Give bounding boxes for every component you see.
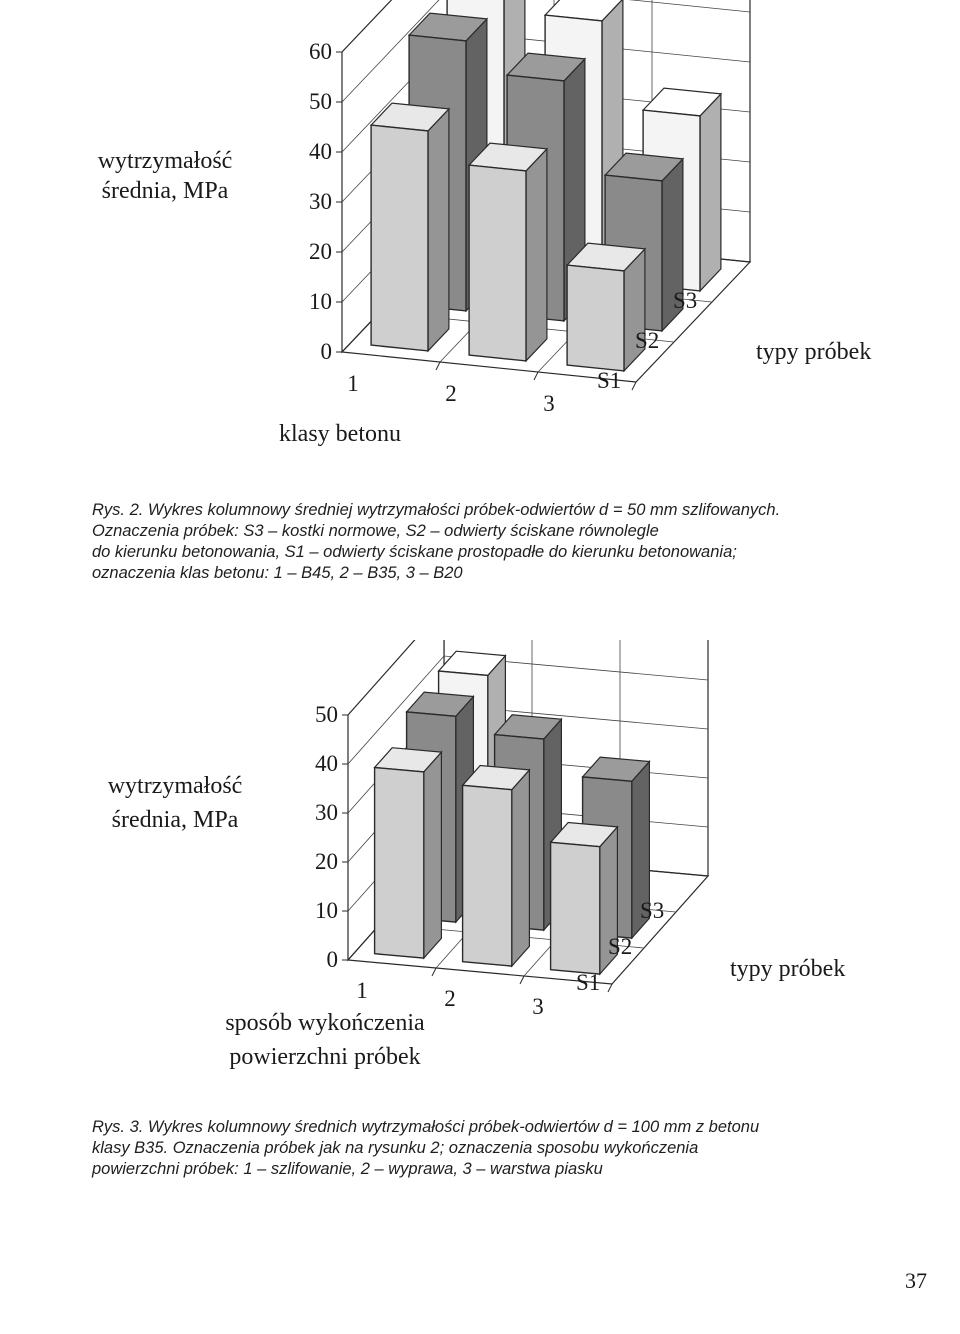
bar-S1-cat-1 bbox=[371, 103, 449, 351]
bar-front-face bbox=[463, 785, 512, 966]
depth-tick-label: S1 bbox=[597, 368, 622, 393]
y-tick-label: 50 bbox=[315, 702, 338, 727]
x-tick-mark bbox=[520, 976, 524, 984]
y-tick-label: 10 bbox=[309, 289, 332, 314]
caption-rys-2-line-2: Oznaczenia próbek: S3 – kostki normowe, S2 – odwierty ściskane równolegle bbox=[92, 522, 659, 540]
y-axis-title: wytrzymałość bbox=[97, 148, 233, 174]
caption-rys-2-line-3: do kierunku betonowania, S1 – odwierty ściskane prostopadłe do kierunku betonowania; bbox=[92, 543, 737, 561]
x-tick-label: 1 bbox=[347, 371, 359, 396]
y-axis-title: średnia, MPa bbox=[111, 807, 239, 833]
y-tick-label: 30 bbox=[309, 189, 332, 214]
plot-area bbox=[309, 0, 750, 416]
depth-tick-label: S2 bbox=[608, 934, 633, 959]
caption-rys-3 bbox=[92, 1117, 892, 1180]
caption-rys-3-line-2: klasy B35. Oznaczenia próbek jak na rysunku 2; oznaczenia sposobu wykończenia bbox=[92, 1139, 699, 1157]
x-tick-mark bbox=[436, 362, 440, 370]
bar-front-face bbox=[469, 165, 526, 361]
caption-rys-3-line-1: Rys. 3. Wykres kolumnowy średnich wytrzymałości próbek-odwiertów d = 100 mm z betonu bbox=[92, 1118, 760, 1136]
x-tick-mark bbox=[632, 382, 636, 390]
bar-side-face bbox=[512, 770, 530, 966]
bar-side-face bbox=[428, 109, 449, 351]
caption-rys-2-line-4: oznaczenia klas betonu: 1 – B45, 2 – B35, 3 – B20 bbox=[92, 564, 463, 582]
x-axis-title: sposób wykończenia bbox=[225, 1010, 425, 1036]
y-tick-label: 40 bbox=[315, 751, 338, 776]
x-tick-mark bbox=[608, 984, 612, 992]
x-tick-label: 3 bbox=[543, 391, 555, 416]
x-tick-label: 2 bbox=[445, 381, 457, 406]
y-tick-label: 30 bbox=[315, 800, 338, 825]
y-tick-label: 0 bbox=[320, 339, 332, 364]
bar-front-face bbox=[371, 125, 428, 351]
bar-front-face bbox=[375, 768, 424, 959]
bar-S1-cat-2 bbox=[469, 143, 547, 361]
chart-rys-2-svg bbox=[0, 0, 960, 470]
y-tick-label: 60 bbox=[309, 39, 332, 64]
y-tick-label: 0 bbox=[326, 947, 338, 972]
y-tick-label: 20 bbox=[309, 239, 332, 264]
bar-front-face bbox=[567, 265, 624, 371]
depth-axis-title: typy próbek bbox=[756, 339, 872, 365]
chart-rys-3-svg bbox=[0, 640, 960, 1090]
chart-rys-2 bbox=[0, 0, 960, 470]
y-axis-title: średnia, MPa bbox=[101, 178, 229, 204]
caption-rys-3-line-3: powierzchni próbek: 1 – szlifowanie, 2 – wyprawa, 3 – warstwa piasku bbox=[92, 1160, 603, 1178]
y-tick-label: 50 bbox=[309, 89, 332, 114]
depth-tick-label: S2 bbox=[635, 328, 660, 353]
bar-side-face bbox=[700, 94, 721, 291]
caption-rys-2-line-1: Rys. 2. Wykres kolumnowy średniej wytrzymałości próbek-odwiertów d = 50 mm szlifowanych. bbox=[92, 501, 781, 519]
depth-tick-label: S1 bbox=[576, 970, 601, 995]
bar-front-face bbox=[551, 842, 600, 974]
x-tick-mark bbox=[534, 372, 538, 380]
plot-area bbox=[315, 640, 708, 1019]
depth-tick-label: S3 bbox=[673, 288, 698, 313]
depth-axis-title: typy próbek bbox=[730, 956, 846, 982]
y-tick-label: 40 bbox=[309, 139, 332, 164]
bar-side-face bbox=[526, 149, 547, 361]
y-axis-title: wytrzymałość bbox=[107, 773, 243, 799]
chart-rys-3 bbox=[0, 640, 960, 1090]
bar-S1-cat-3 bbox=[567, 243, 645, 371]
bar-S1-cat-2 bbox=[463, 766, 530, 967]
y-tick-label: 20 bbox=[315, 849, 338, 874]
x-tick-label: 3 bbox=[532, 994, 544, 1019]
caption-rys-2 bbox=[92, 500, 892, 584]
x-tick-mark bbox=[432, 968, 436, 976]
x-tick-label: 2 bbox=[444, 986, 456, 1011]
bar-side-face bbox=[424, 752, 442, 958]
page-number: 37 bbox=[905, 1268, 927, 1293]
x-tick-label: 1 bbox=[356, 978, 368, 1003]
x-axis-title: powierzchni próbek bbox=[229, 1044, 421, 1070]
bar-S1-cat-1 bbox=[375, 748, 442, 958]
y-tick-label: 10 bbox=[315, 898, 338, 923]
x-axis-title: klasy betonu bbox=[279, 421, 401, 447]
depth-tick-label: S3 bbox=[640, 898, 665, 923]
